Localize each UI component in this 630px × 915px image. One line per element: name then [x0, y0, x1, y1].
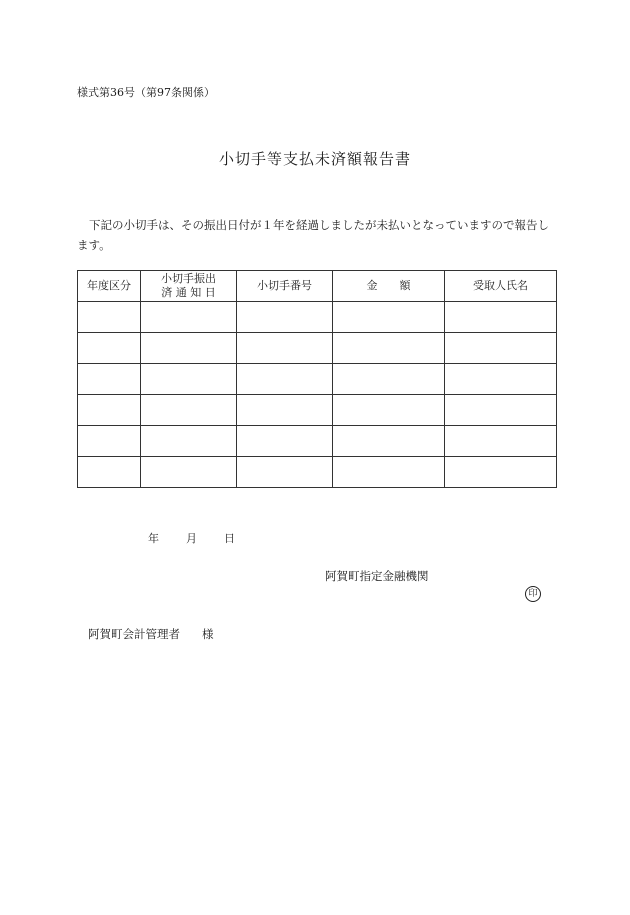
table-cell [78, 333, 141, 364]
table-row [78, 426, 557, 457]
table-cell [445, 333, 557, 364]
table-cell [141, 395, 237, 426]
table-cell [78, 426, 141, 457]
table-row [78, 364, 557, 395]
addressee [88, 626, 214, 642]
table-cell [445, 426, 557, 457]
date-line [148, 530, 235, 546]
table-cell [78, 395, 141, 426]
report-table [77, 270, 557, 488]
table-cell [237, 364, 333, 395]
table-cell [141, 302, 237, 333]
addressee-name: 阿賀町会計管理者 [88, 627, 180, 641]
seal-mark-icon: 印 [525, 586, 541, 602]
table-cell [78, 364, 141, 395]
form-number: 様式第36号（第97条関係） [77, 86, 215, 99]
document-title: 小切手等支払未済額報告書 [218, 150, 411, 168]
table-cell [237, 457, 333, 488]
table-cell [333, 333, 445, 364]
table-header-row [78, 271, 557, 302]
table-cell [445, 457, 557, 488]
header-payee: 受取人氏名 [445, 271, 557, 302]
table-cell [141, 333, 237, 364]
date-day-label: 日 [224, 532, 235, 545]
body-text: 下記の小切手は、その振出日付が１年を経過しましたが未払いとなっていますので報告します。 [77, 218, 549, 252]
date-month-label: 月 [186, 532, 197, 545]
header-amount: 金 額 [333, 271, 445, 302]
table-cell [445, 302, 557, 333]
header-notice-date-line2: 済 通 知 日 [161, 286, 216, 299]
header-notice-date-line1: 小切手振出 [161, 272, 216, 285]
table-cell [333, 395, 445, 426]
table-cell [141, 457, 237, 488]
table-cell [445, 364, 557, 395]
addressee-honorific: 様 [202, 627, 214, 641]
table-row [78, 457, 557, 488]
table-cell [237, 333, 333, 364]
table-cell [445, 395, 557, 426]
table-cell [237, 395, 333, 426]
table-cell [333, 426, 445, 457]
table-cell [78, 457, 141, 488]
header-check-number: 小切手番号 [237, 271, 333, 302]
table-cell [78, 302, 141, 333]
table-row [78, 302, 557, 333]
table-cell [237, 426, 333, 457]
bank-name: 阿賀町指定金融機関 [325, 569, 429, 583]
header-notice-date [141, 271, 237, 302]
date-year-label: 年 [148, 532, 159, 545]
table-cell [141, 426, 237, 457]
table-row [78, 395, 557, 426]
table-cell [141, 364, 237, 395]
table-cell [333, 364, 445, 395]
header-fiscal-year: 年度区分 [78, 271, 141, 302]
table-cell [333, 302, 445, 333]
table-row [78, 333, 557, 364]
table-cell [237, 302, 333, 333]
table-cell [333, 457, 445, 488]
